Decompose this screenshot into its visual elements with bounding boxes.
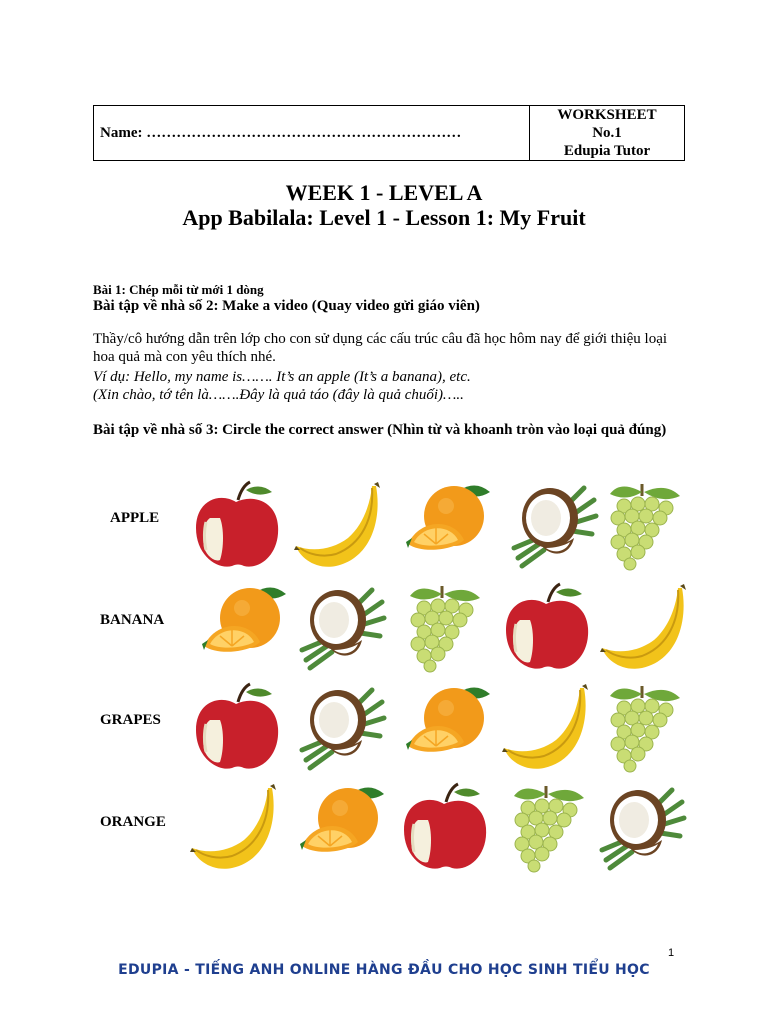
worksheet-info: [530, 106, 685, 161]
grapes-image[interactable]: [500, 780, 592, 875]
exercise-1-heading: Bài 1: Chép mỗi từ mới 1 dòng: [93, 282, 264, 297]
page-number: 1: [668, 947, 675, 959]
coconut-image[interactable]: [508, 478, 600, 573]
banana-image[interactable]: [598, 580, 690, 675]
fruit-row-label: APPLE: [110, 510, 160, 526]
grapes-image[interactable]: [396, 580, 488, 675]
banana-image[interactable]: [500, 680, 592, 775]
header-table: [93, 105, 685, 161]
exercise-3-heading: Bài tập về nhà số 3: Circle the correct answer (Nhìn từ và khoanh tròn vào loại quả đúng): [93, 422, 667, 438]
orange-image[interactable]: [402, 680, 494, 775]
orange-image[interactable]: [402, 478, 494, 573]
instruction-text: Thầy/cô hướng dẫn trên lớp cho con sử dụng các cấu trúc câu đã học hôm nay để giới thiệu loại hoa quả mà con yêu thích nhé.: [93, 331, 668, 365]
apple-image[interactable]: [500, 580, 592, 675]
fruit-row-label: GRAPES: [100, 712, 161, 728]
page-title: WEEK 1 - LEVEL A: [285, 180, 483, 205]
example-text-1: Ví dụ: Hello, my name is……. It’s an apple (It’s a banana), etc.: [93, 369, 471, 385]
coconut-image[interactable]: [296, 680, 388, 775]
orange-image[interactable]: [296, 780, 388, 875]
footer-banner: EDUPIA - TIẾNG ANH ONLINE HÀNG ĐẦU CHO HỌC SINH TIỂU HỌC: [118, 962, 650, 978]
worksheet-tutor: Edupia Tutor: [563, 143, 651, 159]
banana-image[interactable]: [188, 780, 280, 875]
coconut-image[interactable]: [296, 580, 388, 675]
worksheet-number: No.1: [592, 125, 622, 141]
banana-image[interactable]: [292, 478, 384, 573]
apple-image[interactable]: [190, 680, 282, 775]
apple-image[interactable]: [190, 478, 282, 573]
fruit-row-label: ORANGE: [100, 814, 166, 830]
grapes-image[interactable]: [596, 478, 688, 573]
page-subtitle: App Babilala: Level 1 - Lesson 1: My Fruit: [182, 205, 586, 230]
fruit-row-label: BANANA: [100, 612, 165, 628]
name-field: Name: ………………………………………………………: [94, 106, 530, 161]
example-text-2: (Xin chào, tớ tên là…….Đây là quả táo (đây là quả chuối)…..: [93, 387, 464, 403]
worksheet-line: WORKSHEET: [557, 107, 657, 123]
coconut-image[interactable]: [596, 780, 688, 875]
orange-image[interactable]: [198, 580, 290, 675]
exercise-2-heading: Bài tập về nhà số 2: Make a video (Quay video gửi giáo viên): [93, 298, 480, 314]
grapes-image[interactable]: [596, 680, 688, 775]
apple-image[interactable]: [398, 780, 490, 875]
